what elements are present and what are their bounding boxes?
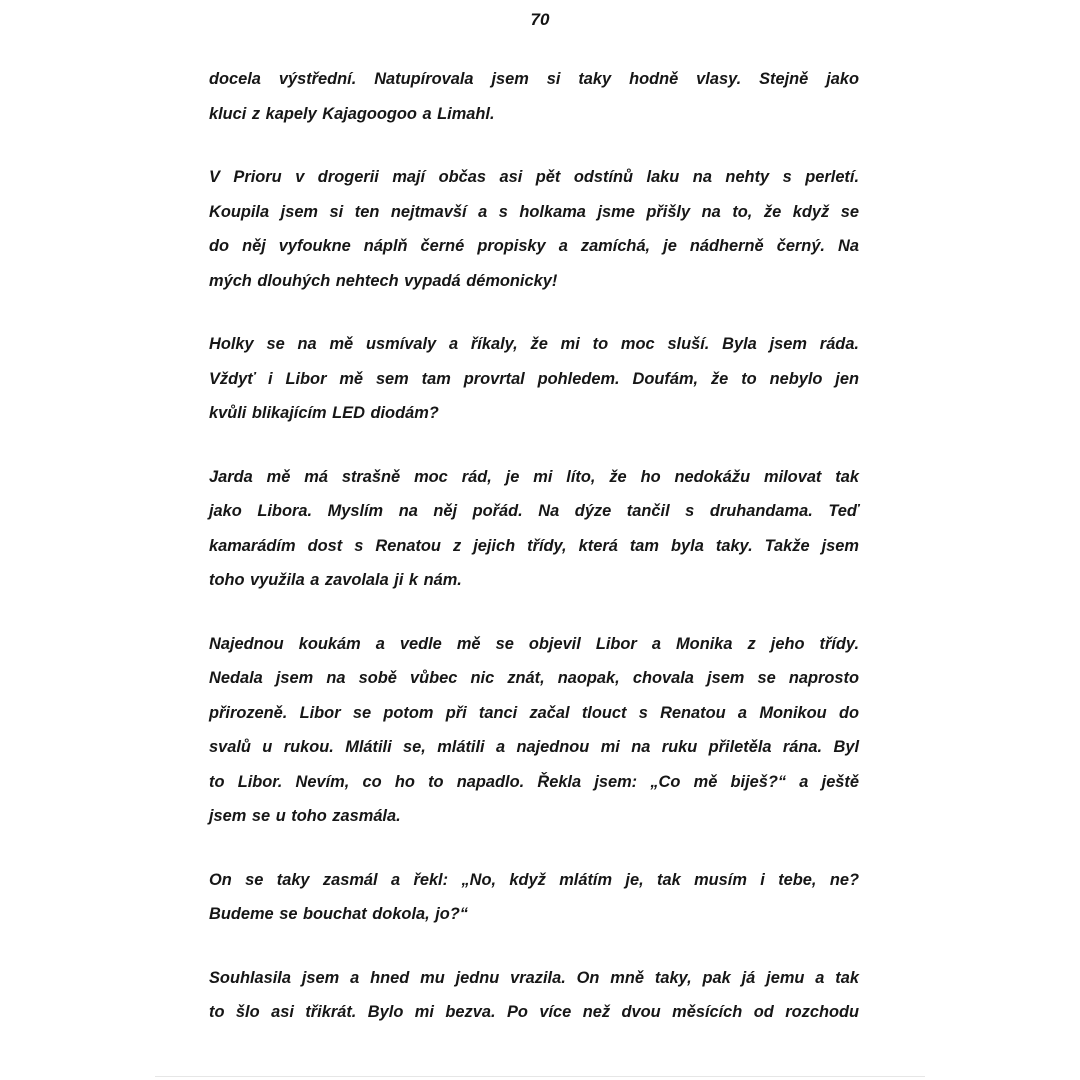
paragraph xyxy=(209,627,859,834)
text-line: to Libor. Nevím, co ho to napadlo. Řekla jsem: „Co mě biješ?“ a ještě xyxy=(209,772,859,791)
text-line: jako Libora. Myslím na něj pořád. Na dýze tančil s druhandama. Teď xyxy=(209,502,859,520)
paragraph xyxy=(209,160,859,298)
text-line: On se taky zasmál a řekl: „No, když mlátím je, tak musím i tebe, ne? xyxy=(209,870,859,889)
text-line: Jarda mě má strašně moc rád, je mi líto, že ho nedokážu milovat tak xyxy=(209,467,859,486)
text-line: jsem se u toho zasmála. xyxy=(209,807,401,825)
text-line: kamarádím dost s Renatou z jejich třídy, která tam byla taky. Takže jsem xyxy=(209,536,859,555)
text-line: svalů u rukou. Mlátili se, mlátili a najednou mi na ruku přiletěla rána. Byl xyxy=(209,738,859,756)
text-line: kvůli blikajícím LED diodám? xyxy=(209,404,439,422)
paragraph xyxy=(209,460,859,598)
text-line: mých dlouhých nehtech vypadá démonicky! xyxy=(209,271,558,290)
text-line: Koupila jsem si ten nejtmavší a s holkama jsme přišly na to, že když se xyxy=(209,202,859,221)
text-line: kluci z kapely Kajagoogoo a Limahl. xyxy=(209,104,495,123)
text-line: V Prioru v drogerii mají občas asi pět odstínů laku na nehty s perletí. xyxy=(209,168,859,186)
text-line: přirozeně. Libor se potom při tanci začal tlouct s Renatou a Monikou do xyxy=(209,703,859,722)
text-line: Souhlasila jsem a hned mu jednu vrazila. On mně taky, pak já jemu a tak xyxy=(209,968,859,987)
paragraph xyxy=(209,863,859,932)
text-line: Vždyť i Libor mě sem tam provrtal pohledem. Doufám, že to nebylo jen xyxy=(209,369,859,388)
text-line: Holky se na mě usmívaly a říkaly, že mi to moc sluší. Byla jsem ráda. xyxy=(209,335,859,353)
body-text xyxy=(209,62,859,1059)
text-line: to šlo asi třikrát. Bylo mi bezva. Po více než dvou měsících od rozchodu xyxy=(209,1003,859,1021)
text-line: do něj vyfoukne náplň černé propisky a zamíchá, je nádherně černý. Na xyxy=(209,237,859,255)
text-line: toho využila a zavolala ji k nám. xyxy=(209,571,462,589)
text-line: Najednou koukám a vedle mě se objevil Libor a Monika z jeho třídy. xyxy=(209,634,859,653)
paragraph xyxy=(209,327,859,431)
paragraph xyxy=(209,62,859,131)
text-line: docela výstřední. Natupírovala jsem si taky hodně vlasy. Stejně jako xyxy=(209,70,859,88)
page-bottom-edge xyxy=(155,1076,925,1077)
paragraph xyxy=(209,961,859,1030)
text-line: Nedala jsem na sobě vůbec nic znát, naopak, chovala jsem se naprosto xyxy=(209,669,859,687)
page-number: 70 xyxy=(530,10,550,29)
text-line: Budeme se bouchat dokola, jo?“ xyxy=(209,905,468,923)
